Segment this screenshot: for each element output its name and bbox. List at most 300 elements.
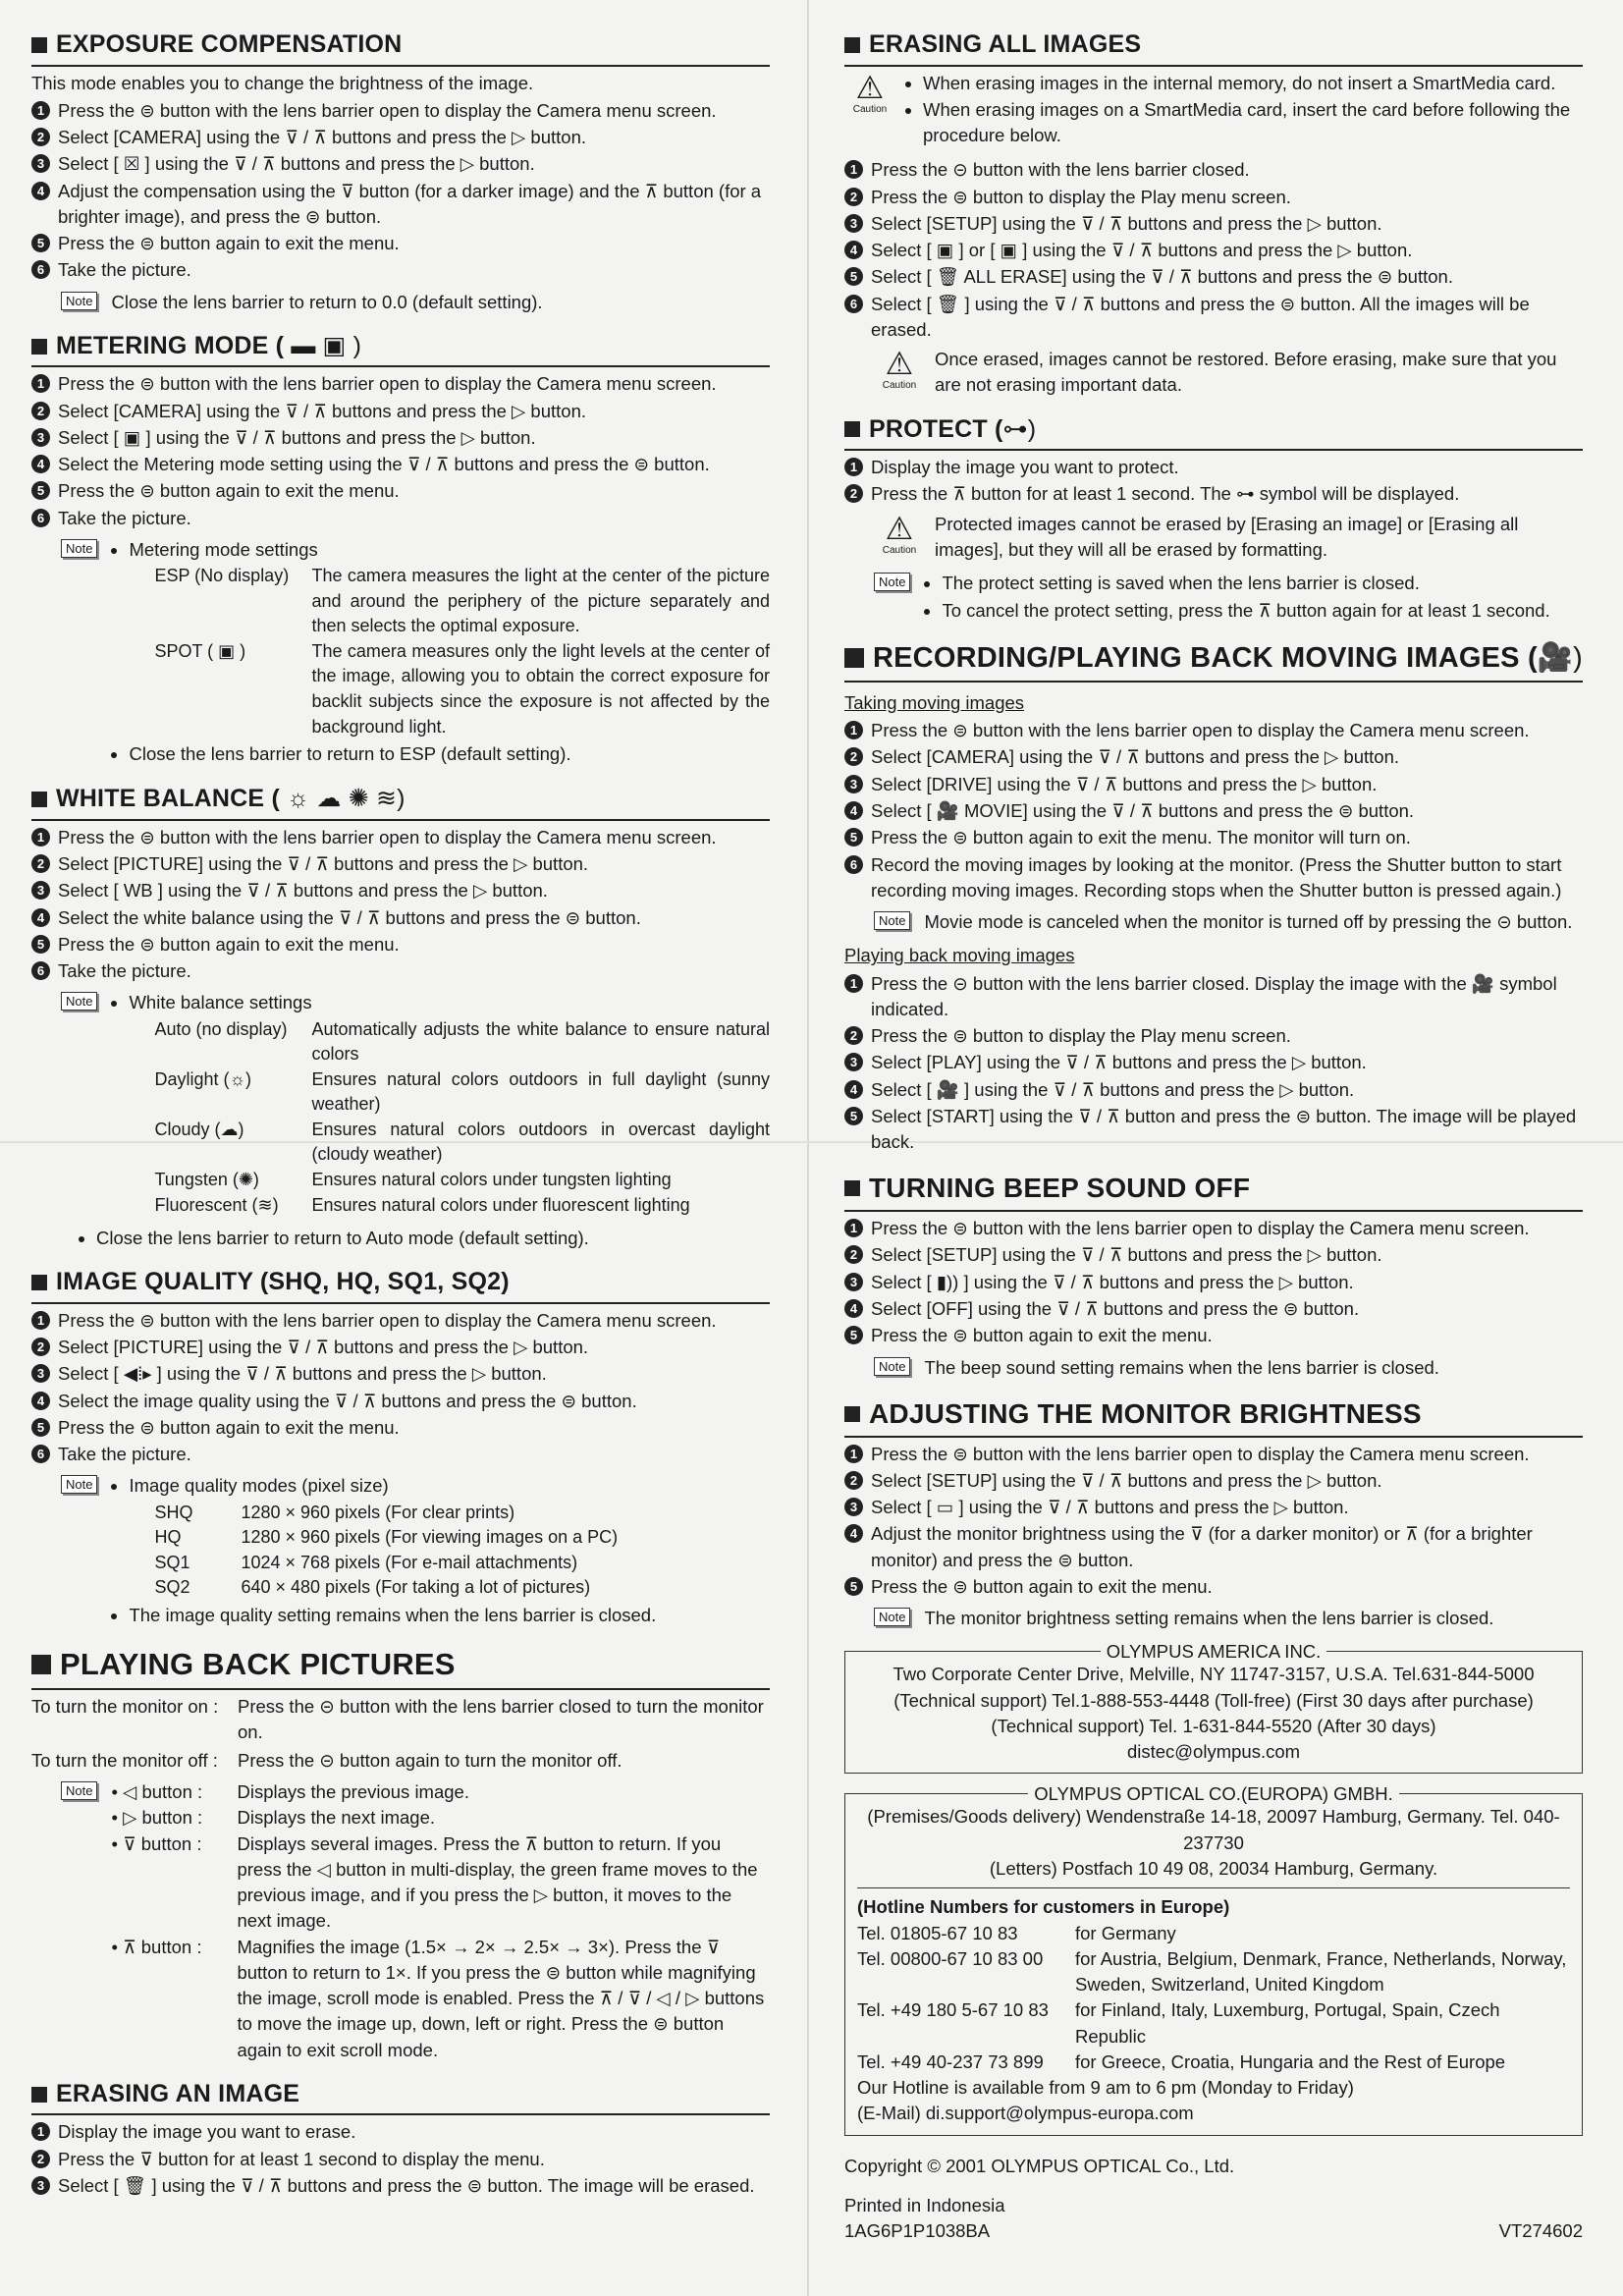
step-text: Press the ⊜ button with the lens barrier open to display the Camera menu screen. [871, 1218, 1530, 1239]
olympus-america-box [844, 1641, 1583, 1774]
step-item [31, 478, 770, 504]
step-number-icon: 1 [31, 374, 50, 393]
step-number-icon: 1 [844, 458, 863, 476]
step-item [844, 852, 1583, 904]
left-column [31, 27, 770, 2213]
step-text: Press the ⊼ button for at least 1 second. The ⊶ symbol will be displayed. [871, 483, 1460, 505]
steps-list [31, 98, 770, 284]
step-number-icon: 1 [844, 974, 863, 993]
section-heading: PLAYING BACK PICTURES [31, 1643, 770, 1690]
step-item [844, 1023, 1583, 1049]
step-text: Select [CAMERA] using the ⊽ / ⊼ buttons and press the ▷ button. [58, 400, 586, 421]
section-heading: WHITE BALANCE ( ☼ ☁ ✺ ≋) [31, 782, 770, 821]
setting-term: HQ [154, 1527, 182, 1548]
step-number-icon: 5 [844, 1577, 863, 1596]
step-text: Press the ⊝ button with the lens barrier closed. [871, 159, 1250, 181]
step-text: Press the ⊜ button again to exit the menu. [58, 933, 400, 955]
step-text: Press the ⊜ button with the lens barrier open to display the Camera menu screen. [871, 720, 1530, 741]
note-icon: Note [874, 1608, 910, 1626]
fold-line-vertical [807, 0, 809, 2296]
protect-section [844, 412, 1583, 625]
step-item [844, 185, 1583, 210]
step-text: Press the ⊜ button again to exit the menu. [58, 1416, 400, 1438]
step-number-icon: 2 [31, 128, 50, 146]
address-line: distec@olympus.com [1126, 1741, 1301, 1763]
steps-list [844, 971, 1583, 1156]
step-text: Select [OFF] using the ⊽ / ⊼ buttons and press the ⊜ button. [871, 1298, 1360, 1320]
step-item [844, 238, 1583, 263]
step-number-icon: 1 [31, 828, 50, 847]
printed-in: Printed in Indonesia [844, 2194, 1005, 2215]
step-text: Press the ⊜ button again to exit the menu. The monitor will turn on. [871, 827, 1411, 848]
step-number-icon: 2 [31, 854, 50, 873]
button-desc: Displays the previous image. [237, 1780, 469, 1802]
step-number-icon: 4 [31, 182, 50, 200]
step-text: Take the picture. [58, 507, 191, 528]
address-line: (Technical support) Tel.1-888-553-4448 (Toll-free) (First 30 days after purchase) [893, 1689, 1534, 1711]
step-number-icon: 6 [31, 961, 50, 980]
step-number-icon: 2 [844, 747, 863, 766]
note [61, 1779, 770, 2063]
bullet-item: • To cancel the protect setting, press the ⊼ button again for at least 1 second. [942, 598, 1583, 624]
caution [844, 71, 1583, 150]
section-heading: ERASING ALL IMAGES [844, 27, 1583, 67]
step-number-icon: 6 [844, 855, 863, 874]
step-text: Press the ⊜ button again to exit the menu. [58, 480, 400, 502]
step-text: Select [CAMERA] using the ⊽ / ⊼ buttons and press the ▷ button. [58, 127, 586, 148]
step-text: Display the image you want to protect. [871, 457, 1179, 478]
step-number-icon: 3 [31, 2176, 50, 2195]
step-text: Select [ ☒ ] using the ⊽ / ⊼ buttons and press the ▷ button. [58, 153, 535, 175]
address-lines [857, 1804, 1570, 1888]
hotline-tel: Tel. +49 40-237 73 899 [857, 2050, 1044, 2072]
step-item [31, 1389, 770, 1414]
setting-desc: The camera measures the light at the center of the picture and around the periphery of the picture separately and then selects the optimal exposure. [311, 566, 770, 636]
step-item [844, 772, 1583, 797]
step-text: Press the ⊜ button with the lens barrier open to display the Camera menu screen. [58, 373, 717, 395]
step-item [31, 2173, 770, 2199]
step-item [844, 481, 1583, 507]
setting-term: Cloudy (☁) [154, 1119, 244, 1139]
section-heading: ERASING AN IMAGE [31, 2077, 770, 2116]
section-heading: IMAGE QUALITY (SHQ, HQ, SQ1, SQ2) [31, 1265, 770, 1304]
step-text: Select [SETUP] using the ⊽ / ⊼ buttons and press the ▷ button. [871, 1469, 1382, 1491]
step-item [31, 399, 770, 424]
setting-term: Daylight (☼) [154, 1068, 251, 1089]
caution: ⚠ Caution Once erased, images cannot be restored. Before erasing, make sure that you are not erasing important data. [874, 347, 1583, 399]
section-heading: ADJUSTING THE MONITOR BRIGHTNESS [844, 1394, 1583, 1438]
step-item [31, 179, 770, 231]
step-text: Select [ ▣ ] using the ⊽ / ⊼ buttons and press the ▷ button. [58, 426, 536, 448]
step-item [844, 1495, 1583, 1520]
step-number-icon: 4 [31, 1392, 50, 1410]
step-item [844, 1050, 1583, 1075]
step-text: Select [ ▣ ] or [ ▣ ] using the ⊽ / ⊼ buttons and press the ▷ button. [871, 240, 1413, 261]
step-number-icon: 5 [844, 1107, 863, 1125]
subheading: Playing back moving images [844, 945, 1075, 966]
movie-camera-icon: 🎥) [1537, 641, 1583, 674]
metering-modes [154, 564, 770, 739]
note: Note The monitor brightness setting remains when the lens barrier is closed. [874, 1606, 1583, 1631]
button-desc: Displays the next image. [237, 1807, 436, 1829]
step-item [844, 718, 1583, 743]
step-item [844, 971, 1583, 1023]
step-number-icon: 2 [31, 1338, 50, 1356]
step-number-icon: 6 [31, 260, 50, 279]
protect-key-icon: ⊶) [1002, 414, 1037, 443]
step-number-icon: 2 [844, 1471, 863, 1490]
note-icon: Note [61, 539, 97, 558]
bullet-item: • When erasing images in the internal memory, do not insert a SmartMedia card. [923, 71, 1583, 96]
step-number-icon: 3 [844, 214, 863, 233]
step-item [844, 798, 1583, 824]
note-icon: Note [874, 1357, 910, 1376]
setting-term: Tungsten (✺) [154, 1169, 259, 1189]
white-balance-section: WHITE BALANCE ( ☼ ☁ ✺ ≋) 1 Press the ⊜ button with the lens barrier open to display the Camera menu screen. 2 Select [PICTURE] using the ⊽ / ⊼ buttons and press the ▷ button. 3 Select [ WB ] using the ⊽ / ⊼ buttons and press the ▷ button. 4 Select the white balance using the ⊽ / ⊼ buttons and press the ⊜ button. 5 Press the ⊜ button again to exit the menu. 6 Take the picture. Note • White balance settings Auto (no display) Automatically adjusts the white balance to ensure natural colors Daylight (☼) Ensures natural colors outdoors in full daylight (sunny weather) Cloudy (☁) Ensures natural colors outdoors in overcast daylight (cloudy weather) Tungsten (✺) Ensures natural colors under tungsten lighting Fluorescent (≋) Ensures natural colors under fluorescent lighting • Close the lens barrier to return to Auto mode (default setting). [31, 782, 770, 1251]
note: Note • White balance settings Auto (no display) Automatically adjusts the white balance to ensure natural colors Daylight (☼) Ensures natural colors outdoors in full daylight (sunny weather) Cloudy (☁) Ensures natural colors outdoors in overcast daylight (cloudy weather) Tungsten (✺) Ensures natural colors under tungsten lighting Fluorescent (≋) Ensures natural colors under fluorescent lighting [61, 990, 770, 1220]
note: Note Movie mode is canceled when the monitor is turned off by pressing the ⊝ button. [874, 909, 1583, 935]
steps-list [31, 825, 770, 985]
hotline-region: for Greece, Croatia, Hungaria and the Rest of Europe [1075, 2050, 1506, 2072]
step-item [31, 1335, 770, 1360]
section-intro: This mode enables you to change the brightness of the image. [31, 72, 534, 93]
part-codes [844, 2218, 1583, 2244]
step-number-icon: 1 [844, 160, 863, 179]
step-text: Select [START] using the ⊽ / ⊼ button and press the ⊜ button. The image will be played back. [871, 1105, 1577, 1153]
setting-term: SQ2 [154, 1577, 190, 1598]
step-number-icon: 4 [844, 1524, 863, 1543]
step-text: Display the image you want to erase. [58, 2121, 356, 2143]
step-item [844, 157, 1583, 183]
steps-list [31, 371, 770, 531]
playback-notes [111, 1779, 770, 2063]
step-text: Press the ⊜ button again to exit the menu. [871, 1575, 1213, 1597]
hotline-tel: Tel. 01805-67 10 83 [857, 1922, 1018, 1943]
caution-list [905, 71, 1583, 150]
metering-mode-icon: ▬ ▣ ) [291, 331, 362, 359]
setting-term: SQ1 [154, 1552, 190, 1572]
step-item [31, 151, 770, 177]
caution: ⚠ Caution Protected images cannot be erased by [Erasing an image] or [Erasing all images], but they will all be erased by formatting. [874, 512, 1583, 564]
step-number-icon: 5 [31, 935, 50, 954]
setting-term: SPOT ( ▣ ) [154, 640, 246, 661]
section-heading: RECORDING/PLAYING BACK MOVING IMAGES ( 🎥) [844, 638, 1583, 683]
step-text: Select [PICTURE] using the ⊽ / ⊼ buttons and press the ▷ button. [58, 853, 589, 875]
note [874, 571, 1583, 625]
address-line: (Technical support) Tel. 1-631-844-5520 (After 30 days) [991, 1715, 1436, 1736]
step-item [31, 1415, 770, 1441]
hotline-region: for Finland, Italy, Luxemburg, Portugal, Spain, Czech Republic [1075, 1999, 1500, 2047]
step-number-icon: 4 [844, 801, 863, 820]
step-number-icon: 2 [844, 1245, 863, 1264]
step-text: Press the ⊜ button with the lens barrier open to display the Camera menu screen. [58, 1309, 717, 1331]
step-item [31, 905, 770, 931]
step-number-icon: 3 [31, 428, 50, 447]
button-key: • ⊽ button : [111, 1832, 202, 1854]
step-text: Press the ⊜ button with the lens barrier open to display the Camera menu screen. [871, 1443, 1530, 1464]
step-number-icon: 5 [844, 1326, 863, 1344]
step-text: Select [ 🗑 ] using the ⊽ / ⊼ buttons and press the ⊜ button. The image will be erased. [58, 2174, 755, 2196]
step-text: Press the ⊜ button with the lens barrier open to display the Camera menu screen. [58, 826, 717, 847]
step-text: Select [ 🗑 ALL ERASE] using the ⊽ / ⊼ buttons and press the ⊜ button. [871, 266, 1453, 288]
button-key: • ⊼ button : [111, 1936, 202, 1957]
movie-section [844, 638, 1583, 1156]
monitor-brightness-section [844, 1394, 1583, 1632]
step-text: Select [SETUP] using the ⊽ / ⊼ buttons and press the ▷ button. [871, 212, 1382, 234]
step-number-icon: 4 [844, 1080, 863, 1099]
steps-list [844, 1442, 1583, 1601]
setting-desc: 1024 × 768 pixels (For e-mail attachments) [241, 1552, 578, 1572]
step-text: Select [ 🎥 ] using the ⊽ / ⊼ buttons and press the ▷ button. [871, 1078, 1355, 1100]
address-line: (Letters) Postfach 10 49 08, 20034 Hamburg, Germany. [989, 1858, 1438, 1880]
setting-term: Fluorescent (≋) [154, 1194, 279, 1215]
button-desc: Magnifies the image (1.5× → 2× → 2.5× → 3×). Press the ⊽ button to return to 1×. If you press the ⊜ button while magnifying the image, scroll mode is enabled. Press the ⊼ / ⊽ / ◁ / ▷ buttons to move the image up, down, left or right. Press the ⊜ button again to exit scroll mode. [237, 1936, 765, 2060]
step-item [31, 452, 770, 477]
step-text: Press the ⊜ button again to exit the menu. [58, 233, 400, 254]
step-text: Select [ 🗑 ] using the ⊽ / ⊼ buttons and press the ⊜ button. All the images will be erased. [871, 293, 1530, 340]
step-text: Select [ 🎥 MOVIE] using the ⊽ / ⊼ buttons and press the ⊜ button. [871, 800, 1415, 822]
box-title: OLYMPUS AMERICA INC. [845, 1639, 1582, 1665]
section-heading: EXPOSURE COMPENSATION [31, 27, 770, 67]
step-text: Take the picture. [58, 960, 191, 982]
metering-section [31, 329, 770, 768]
step-item [844, 1574, 1583, 1600]
step-item [31, 2147, 770, 2172]
step-item [844, 825, 1583, 850]
step-text: Select [ ▮)) ] using the ⊽ / ⊼ buttons and press the ▷ button. [871, 1271, 1354, 1292]
step-number-icon: 3 [844, 775, 863, 793]
step-text: Select [ ◀⁞▸ ] using the ⊽ / ⊼ buttons and press the ▷ button. [58, 1363, 547, 1385]
step-number-icon: 3 [31, 154, 50, 173]
step-text: Select [CAMERA] using the ⊽ / ⊼ buttons and press the ▷ button. [871, 746, 1399, 768]
note: Note The beep sound setting remains when the lens barrier is closed. [874, 1355, 1583, 1381]
copyright: Copyright © 2001 OLYMPUS OPTICAL Co., Ltd. [844, 2155, 1235, 2176]
step-item [31, 231, 770, 256]
step-text: Select [PLAY] using the ⊽ / ⊼ buttons and press the ▷ button. [871, 1052, 1367, 1073]
step-number-icon: 3 [31, 881, 50, 900]
step-item [844, 1468, 1583, 1494]
steps-list [844, 455, 1583, 508]
image-quality-section [31, 1265, 770, 1629]
step-text: Press the ⊜ button again to exit the menu. [871, 1325, 1213, 1346]
setting-term: SHQ [154, 1502, 193, 1522]
setting-desc: 1280 × 960 pixels (For clear prints) [241, 1502, 515, 1522]
note-icon: Note [61, 292, 97, 310]
step-number-icon: 1 [31, 2122, 50, 2141]
step-text: Select [SETUP] using the ⊽ / ⊼ buttons and press the ▷ button. [871, 1244, 1382, 1266]
part-code: 1AG6P1P1038BA [844, 2220, 991, 2242]
step-item [844, 1270, 1583, 1295]
step-number-icon: 1 [31, 1311, 50, 1330]
caution-icon: ⚠ Caution [882, 346, 917, 392]
step-number-icon: 5 [844, 828, 863, 847]
playback-note-row [111, 1831, 770, 1935]
address-lines [857, 1662, 1570, 1765]
setting-desc: Ensures natural colors outdoors in overcast daylight (cloudy weather) [311, 1119, 770, 1165]
step-number-icon: 3 [31, 1364, 50, 1383]
step-text: Adjust the compensation using the ⊽ button (for a darker image) and the ⊼ button (for a brighter image), and press the ⊜ button. [58, 180, 762, 227]
playback-note-row [111, 1935, 770, 2063]
steps-list [844, 718, 1583, 903]
step-item [844, 292, 1583, 344]
setting-desc: Ensures natural colors under tungsten lighting [311, 1169, 672, 1189]
section-heading: TURNING BEEP SOUND OFF [844, 1169, 1583, 1212]
subheading: Taking moving images [844, 691, 1025, 713]
hotline-tel: Tel. 00800-67 10 83 00 [857, 1947, 1044, 1969]
address-line: (Premises/Goods delivery) Wendenstraße 14-18, 20097 Hamburg, Germany. Tel. 040-237730 [867, 1806, 1560, 1853]
note: Note • Image quality modes (pixel size) SHQ 1280 × 960 pixels (For clear prints) HQ 1280 × 960 pixels (For viewing images on a PC) SQ1 1024 × 768 pixels (For e-mail attachments) SQ2 640 × 480 pixels (For taking a lot of pictures) • The image quality setting remains when the lens barrier is closed. [61, 1473, 770, 1629]
step-number-icon: 2 [844, 1026, 863, 1045]
note-icon: Note [61, 1781, 97, 1800]
step-number-icon: 6 [31, 1445, 50, 1463]
step-text: Select the image quality using the ⊽ / ⊼ buttons and press the ⊜ button. [58, 1390, 637, 1411]
step-item [31, 932, 770, 957]
hotline-region: for Germany [1075, 1922, 1176, 1943]
setting-desc: Automatically adjusts the white balance to ensure natural colors [311, 1018, 770, 1065]
step-number-icon: 2 [31, 402, 50, 420]
monitor-on: To turn the monitor on : Press the ⊝ button with the lens barrier closed to turn the monitor on. [31, 1696, 764, 1743]
step-item [844, 1216, 1583, 1241]
setting-term: ESP (No display) [154, 566, 290, 586]
step-text: Select the white balance using the ⊽ / ⊼ buttons and press the ⊜ button. [58, 906, 641, 928]
setting-term: Auto (no display) [154, 1018, 288, 1039]
step-number-icon: 4 [31, 455, 50, 473]
steps-list [31, 1308, 770, 1468]
erase-section [31, 2077, 770, 2199]
olympus-europa-box: OLYMPUS OPTICAL CO.(EUROPA) GMBH. (Premises/Goods delivery) Wendenstraße 14-18, 20097 Hamburg, Germany. Tel. 040-237730 (Letters) Postfach 10 49 08, 20034 Hamburg, Germany. (Hotline Numbers for customers in Europe) Tel. 01805-67 10 83 for Germany Tel. 00800-67 10 83 00 for Austria, Belgium, Denmark, France, Netherlands, Norway, Sweden, Switzerland, United Kingdom Tel. +49 180 5-67 10 83 for Finland, Italy, Luxemburg, Portugal, Spain, Czech Republic Tel. +49 40-237 73 899 for Greece, Croatia, Hungaria and the Rest of Europe Our Hotline is available from 9 am to 6 pm (Monday to Friday) (E-Mail) di.support@olympus-europa.com [844, 1793, 1583, 2135]
step-number-icon: 1 [844, 1445, 863, 1463]
note: Note Close the lens barrier to return to 0.0 (default setting). [61, 290, 770, 315]
box-title: OLYMPUS OPTICAL CO.(EUROPA) GMBH. [845, 1781, 1582, 1807]
step-item [844, 264, 1583, 290]
setting-desc: Ensures natural colors under fluorescent lighting [311, 1194, 690, 1215]
setting-desc: 640 × 480 pixels (For taking a lot of pictures) [241, 1577, 591, 1598]
step-item [31, 825, 770, 850]
step-number-icon: 2 [844, 188, 863, 206]
note-icon: Note [61, 992, 97, 1011]
step-text: Select [PICTURE] using the ⊽ / ⊼ buttons and press the ▷ button. [58, 1337, 589, 1358]
right-column [844, 27, 1583, 2244]
hotline-region: for Austria, Belgium, Denmark, France, Netherlands, Norway, Sweden, Switzerland, United Kingdom [1075, 1947, 1567, 1995]
step-text: Take the picture. [58, 1444, 191, 1465]
step-text: Select [DRIVE] using the ⊽ / ⊼ buttons and press the ▷ button. [871, 773, 1378, 794]
step-text: Press the ⊜ button to display the Play menu screen. [871, 1025, 1291, 1047]
step-item [31, 1442, 770, 1467]
setting-desc: 1280 × 960 pixels (For viewing images on a PC) [241, 1527, 619, 1548]
step-text: Take the picture. [58, 259, 191, 281]
step-item [31, 371, 770, 397]
step-item [31, 2119, 770, 2145]
step-number-icon: 2 [31, 2150, 50, 2168]
note: Note • Metering mode settings ESP (No display) The camera measures the light at the center of the picture and around the periphery of the picture separately and then selects the optimal exposure. SPOT ( ▣ ) The camera measures only the light levels at the center of the image, allowing you to obtain the correct exposure for backlit subjects since the exposure is not affected by the background light. • Close the lens barrier to return to ESP (default setting). [61, 537, 770, 768]
hotline-tel: Tel. +49 180 5-67 10 83 [857, 1999, 1049, 2021]
image-quality-modes [154, 1501, 770, 1601]
step-item [31, 878, 770, 903]
step-number-icon: 6 [844, 295, 863, 313]
step-item [31, 257, 770, 283]
beep-section [844, 1169, 1583, 1380]
step-item [844, 1104, 1583, 1156]
step-text: Select the Metering mode setting using the ⊽ / ⊼ buttons and press the ⊜ button. [58, 454, 710, 475]
playback-note-row [111, 1779, 770, 1805]
step-text: Press the ⊽ button for at least 1 second to display the menu. [58, 2148, 545, 2169]
button-key: • ▷ button : [111, 1807, 203, 1829]
step-number-icon: 1 [844, 1219, 863, 1237]
step-item [844, 1521, 1583, 1573]
address-line: Two Corporate Center Drive, Melville, NY 11747-3157, U.S.A. Tel.631-844-5000 [893, 1664, 1535, 1685]
step-text: Adjust the monitor brightness using the ⊽ (for a darker monitor) or ⊼ (for a brighter monitor) and press the ⊜ button. [871, 1523, 1533, 1570]
step-text: Select [ WB ] using the ⊽ / ⊼ buttons and press the ▷ button. [58, 880, 548, 902]
step-number-icon: 5 [31, 234, 50, 252]
playback-note-row [111, 1805, 770, 1831]
note-icon: Note [874, 911, 910, 930]
step-item [844, 1242, 1583, 1268]
white-balance-modes [154, 1017, 770, 1218]
steps-list [844, 1216, 1583, 1348]
step-item [31, 98, 770, 124]
steps-list [844, 157, 1583, 343]
erase-all-section [844, 27, 1583, 399]
step-number-icon: 4 [31, 908, 50, 927]
step-item [844, 1323, 1583, 1348]
button-desc: Displays several images. Press the ⊼ button to return. If you press the ◁ button in multi-display, the green frame moves to the previous image, and if you press the ▷ button, it moves to the next image. [237, 1832, 758, 1932]
step-item [844, 1296, 1583, 1322]
button-key: • ◁ button : [111, 1780, 203, 1802]
caution-icon: ⚠ Caution [882, 510, 917, 556]
step-number-icon: 4 [844, 1299, 863, 1318]
step-item [31, 506, 770, 531]
step-number-icon: 5 [844, 267, 863, 286]
step-item [31, 958, 770, 984]
step-number-icon: 3 [844, 1273, 863, 1291]
step-item [31, 1361, 770, 1387]
step-text: Press the ⊝ button with the lens barrier closed. Display the image with the 🎥 symbol indicated. [871, 972, 1557, 1019]
support-email[interactable]: (E-Mail) di.support@olympus-europa.com [857, 2103, 1194, 2124]
step-item [844, 1077, 1583, 1103]
monitor-off: To turn the monitor off : Press the ⊝ button again to turn the monitor off. [31, 1749, 622, 1771]
caution-icon: ⚠ Caution [852, 69, 888, 115]
step-item [844, 1442, 1583, 1467]
step-text: Record the moving images by looking at the monitor. (Press the Shutter button to start recording moving images. Recording stops when the Shutter button is pressed again.) [871, 853, 1562, 901]
playback-section [31, 1643, 770, 2063]
step-number-icon: 3 [844, 1498, 863, 1516]
step-number-icon: 1 [31, 101, 50, 120]
bullet-item: • When erasing images on a SmartMedia card, insert the card before following the procedure below. [923, 97, 1583, 149]
bullet-item: • The protect setting is saved when the lens barrier is closed. [942, 571, 1583, 596]
step-number-icon: 6 [31, 509, 50, 527]
step-text: Press the ⊜ button to display the Play menu screen. [871, 186, 1291, 207]
step-number-icon: 4 [844, 241, 863, 259]
step-item [31, 1308, 770, 1334]
step-number-icon: 5 [31, 1418, 50, 1437]
step-item [31, 425, 770, 451]
step-number-icon: 1 [844, 721, 863, 739]
step-item [844, 744, 1583, 770]
step-item [844, 455, 1583, 480]
doc-code: VT274602 [1498, 2220, 1583, 2242]
step-item [844, 211, 1583, 237]
step-text: Select [ ▭ ] using the ⊽ / ⊼ buttons and press the ▷ button. [871, 1497, 1349, 1518]
note-icon: Note [61, 1475, 97, 1494]
section-heading: METERING MODE ( ▬ ▣ ) [31, 329, 770, 368]
step-item [31, 851, 770, 877]
white-balance-icons: ☼ ☁ ✺ ≋) [287, 785, 406, 813]
step-text: Press the ⊜ button with the lens barrier open to display the Camera menu screen. [58, 99, 717, 121]
step-item [31, 125, 770, 150]
note-icon: Note [874, 573, 910, 591]
step-number-icon: 5 [31, 481, 50, 500]
setting-desc: Ensures natural colors outdoors in full daylight (sunny weather) [311, 1068, 770, 1115]
